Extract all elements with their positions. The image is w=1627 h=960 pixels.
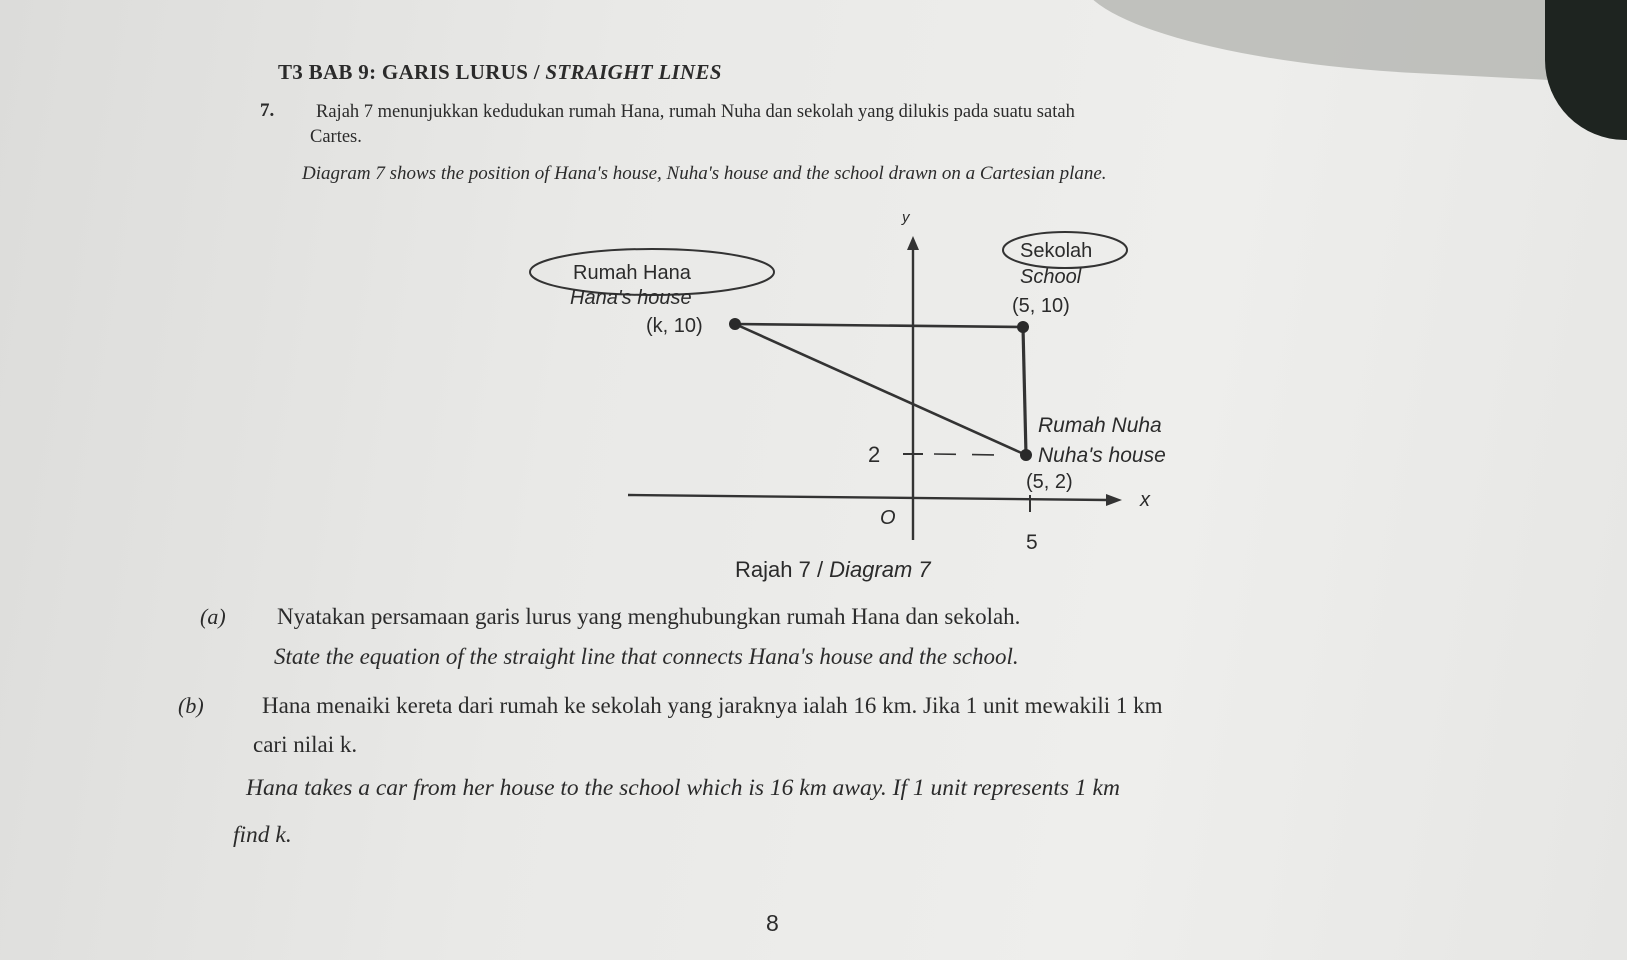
x-axis: [628, 495, 1108, 500]
chapter-title: T3 BAB 9: GARIS LURUS /: [278, 60, 546, 84]
nuha-point: [1020, 449, 1032, 461]
school-point: [1017, 321, 1029, 333]
part-b-text-en-line2: find k.: [233, 822, 292, 848]
part-b-text-en-line1: Hana takes a car from her house to the school which is 16 km away. If 1 unit represents 1 km: [246, 775, 1120, 801]
y-tick-label: 2: [868, 442, 881, 467]
school-nuha-line: [1023, 327, 1026, 455]
school-label-en: School: [1020, 266, 1082, 288]
page-number: 8: [766, 910, 779, 936]
school-label-ms: Sekolah: [1020, 240, 1093, 262]
nuha-coord: (5, 2): [1026, 471, 1073, 493]
hana-coord: (k, 10): [646, 315, 703, 337]
nuha-label-en: Nuha's house: [1038, 444, 1166, 467]
hana-nuha-line: [735, 324, 1026, 455]
part-a-text-en: State the equation of the straight line that connects Hana's house and the school.: [274, 644, 1019, 669]
school-coord: (5, 10): [1012, 295, 1070, 317]
part-b-label: (b): [178, 693, 204, 718]
y-axis-label: y: [902, 209, 910, 226]
hana-school-line: [735, 324, 1023, 327]
caption-ms: Rajah 7 /: [735, 557, 830, 582]
caption-en: Diagram 7: [829, 557, 931, 582]
question-text-ms-line1: Rajah 7 menunjukkan kedudukan rumah Hana, rumah Nuha dan sekolah yang dilukis pada suatu satah: [316, 102, 1075, 122]
part-b-text-ms-line1: Hana menaiki kereta dari rumah ke sekolah yang jaraknya ialah 16 km. Jika 1 unit mewakili 1 km: [262, 693, 1163, 718]
question-number: 7.: [260, 100, 275, 121]
question-text-en: Diagram 7 shows the position of Hana's house, Nuha's house and the school drawn on a Cartesian plane.: [302, 163, 1107, 184]
x-axis-label: x: [1140, 489, 1150, 511]
origin-label: O: [880, 507, 896, 529]
x-tick-label: 5: [1026, 531, 1038, 554]
x-axis-arrow: [1106, 494, 1122, 506]
hana-label-en: Hana's house: [570, 287, 692, 309]
hana-point: [729, 318, 741, 330]
chapter-title-en: STRAIGHT LINES: [545, 60, 722, 84]
y-axis-arrow: [907, 236, 919, 250]
diagram-caption: [735, 557, 931, 583]
part-b-text-ms-line2: cari nilai k.: [253, 732, 358, 757]
part-a-text-ms: Nyatakan persamaan garis lurus yang menghubungkan rumah Hana dan sekolah.: [277, 604, 1021, 629]
question-text-ms-line2: Cartes.: [310, 127, 362, 147]
part-a-label: (a): [200, 604, 226, 629]
dashed-guide: [934, 454, 1000, 455]
nuha-label-ms: Rumah Nuha: [1038, 414, 1162, 437]
hana-label-ms: Rumah Hana: [573, 262, 691, 284]
